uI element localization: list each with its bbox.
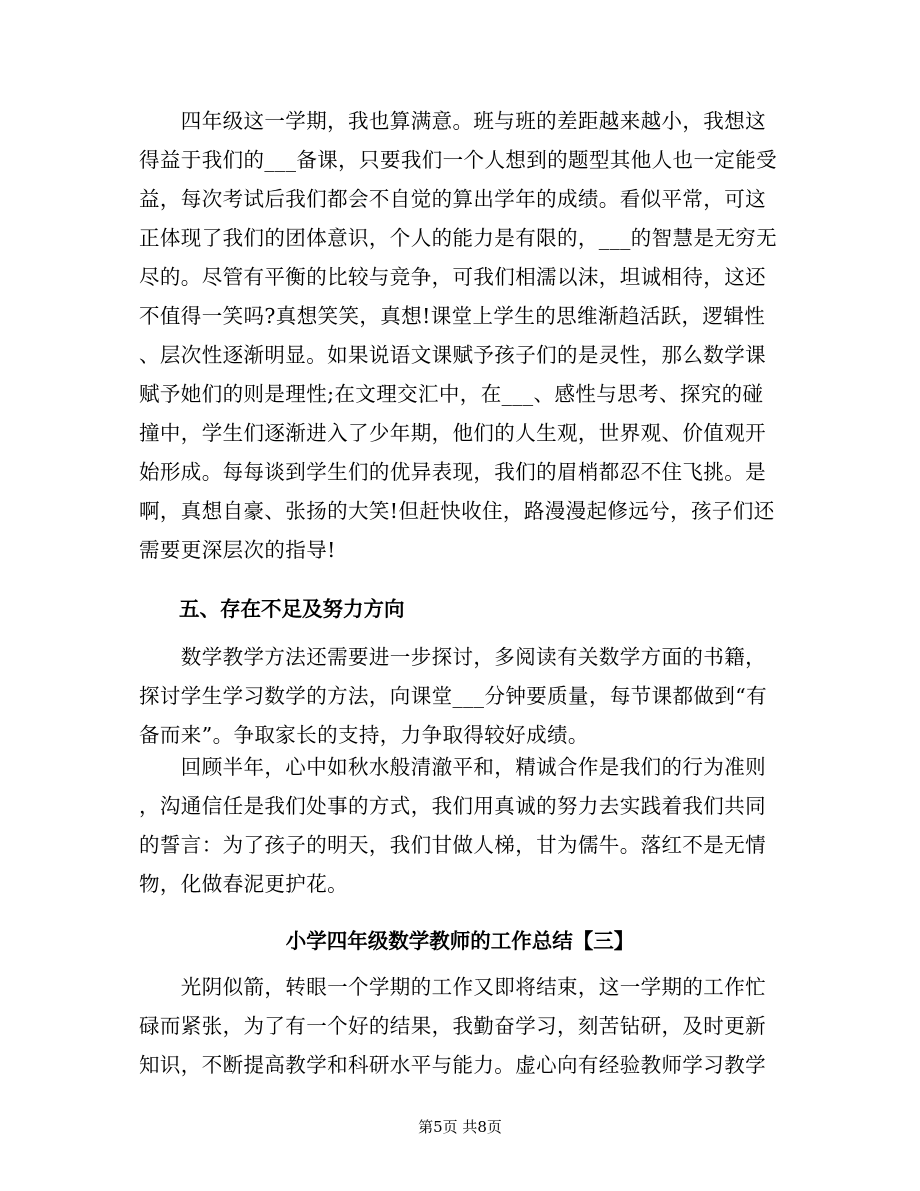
text-line: 得益于我们的___备课，只要我们一个人想到的题型其他人也一定能受 <box>139 148 778 172</box>
text-line: 需要更深层次的指导! <box>139 538 336 562</box>
text-line: 四年级这一学期，我也算满意。班与班的差距越来越小，我想这 <box>139 109 766 133</box>
text-line: 光阴似箭，转眼一个学期的工作又即将结束，这一学期的工作忙 <box>139 975 766 999</box>
section-title: 小学四年级数学教师的工作总结【三】 <box>285 929 635 953</box>
paragraph-summary-intro <box>139 968 779 1085</box>
paragraph-teaching-methods <box>139 638 779 755</box>
text-line: 知识，不断提高教学和科研水平与能力。虚心向有经验教师学习教学 <box>139 1053 766 1077</box>
text-line: 始形成。每每谈到学生们的优异表现，我们的眉梢都忍不住飞挑。是 <box>139 460 766 484</box>
text-line: 不值得一笑吗?真想笑笑，真想!课堂上学生的思维渐趋活跃，逻辑性 <box>139 304 766 328</box>
text-line: 物，化做春泥更护花。 <box>139 872 348 896</box>
text-line: 探讨学生学习数学的方法，向课堂___分钟要质量，每节课都做到“有 <box>139 684 768 708</box>
text-line: 碌而紧张，为了有一个好的结果，我勤奋学习，刻苦钻研，及时更新 <box>139 1014 766 1038</box>
section-heading-shortcomings: 五、存在不足及努力方向 <box>179 597 405 621</box>
text-line: 正体现了我们的团体意识，个人的能力是有限的，___的智慧是无穷无 <box>139 226 778 250</box>
text-line: 回顾半年，心中如秋水般清澈平和，精诚合作是我们的行为准则 <box>139 755 766 779</box>
text-line: 、层次性逐渐明显。如果说语文课赋予孩子们的是灵性，那么数学课 <box>139 343 766 367</box>
paragraph-semester-review <box>139 102 779 570</box>
text-line: 数学教学方法还需要进一步探讨，多阅读有关数学方面的书籍， <box>139 645 766 669</box>
paragraph-reflection <box>139 748 779 904</box>
text-line: 益，每次考试后我们都会不自觉的算出学年的成绩。看似平常，可这 <box>139 187 766 211</box>
text-line: 赋予她们的则是理性;在文理交汇中，在___、感性与思考、探究的碰 <box>139 382 764 406</box>
text-line: 备而来”。争取家长的支持，力争取得较好成绩。 <box>139 723 589 747</box>
page-footer: 第5页 共8页 <box>418 1118 502 1136</box>
text-line: 尽的。尽管有平衡的比较与竞争，可我们相濡以沫，坦诚相待，这还 <box>139 265 766 289</box>
text-line: 的誓言：为了孩子的明天，我们甘做人梯，甘为儒牛。落红不是无情 <box>139 833 766 857</box>
text-line: 撞中，学生们逐渐进入了少年期，他们的人生观，世界观、价值观开 <box>139 421 766 445</box>
text-line: 啊，真想自豪、张扬的大笑!但赶快收住，路漫漫起修远兮，孩子们还 <box>139 499 775 523</box>
text-line: ，沟通信任是我们处事的方式，我们用真诚的努力去实践着我们共同 <box>139 794 766 818</box>
